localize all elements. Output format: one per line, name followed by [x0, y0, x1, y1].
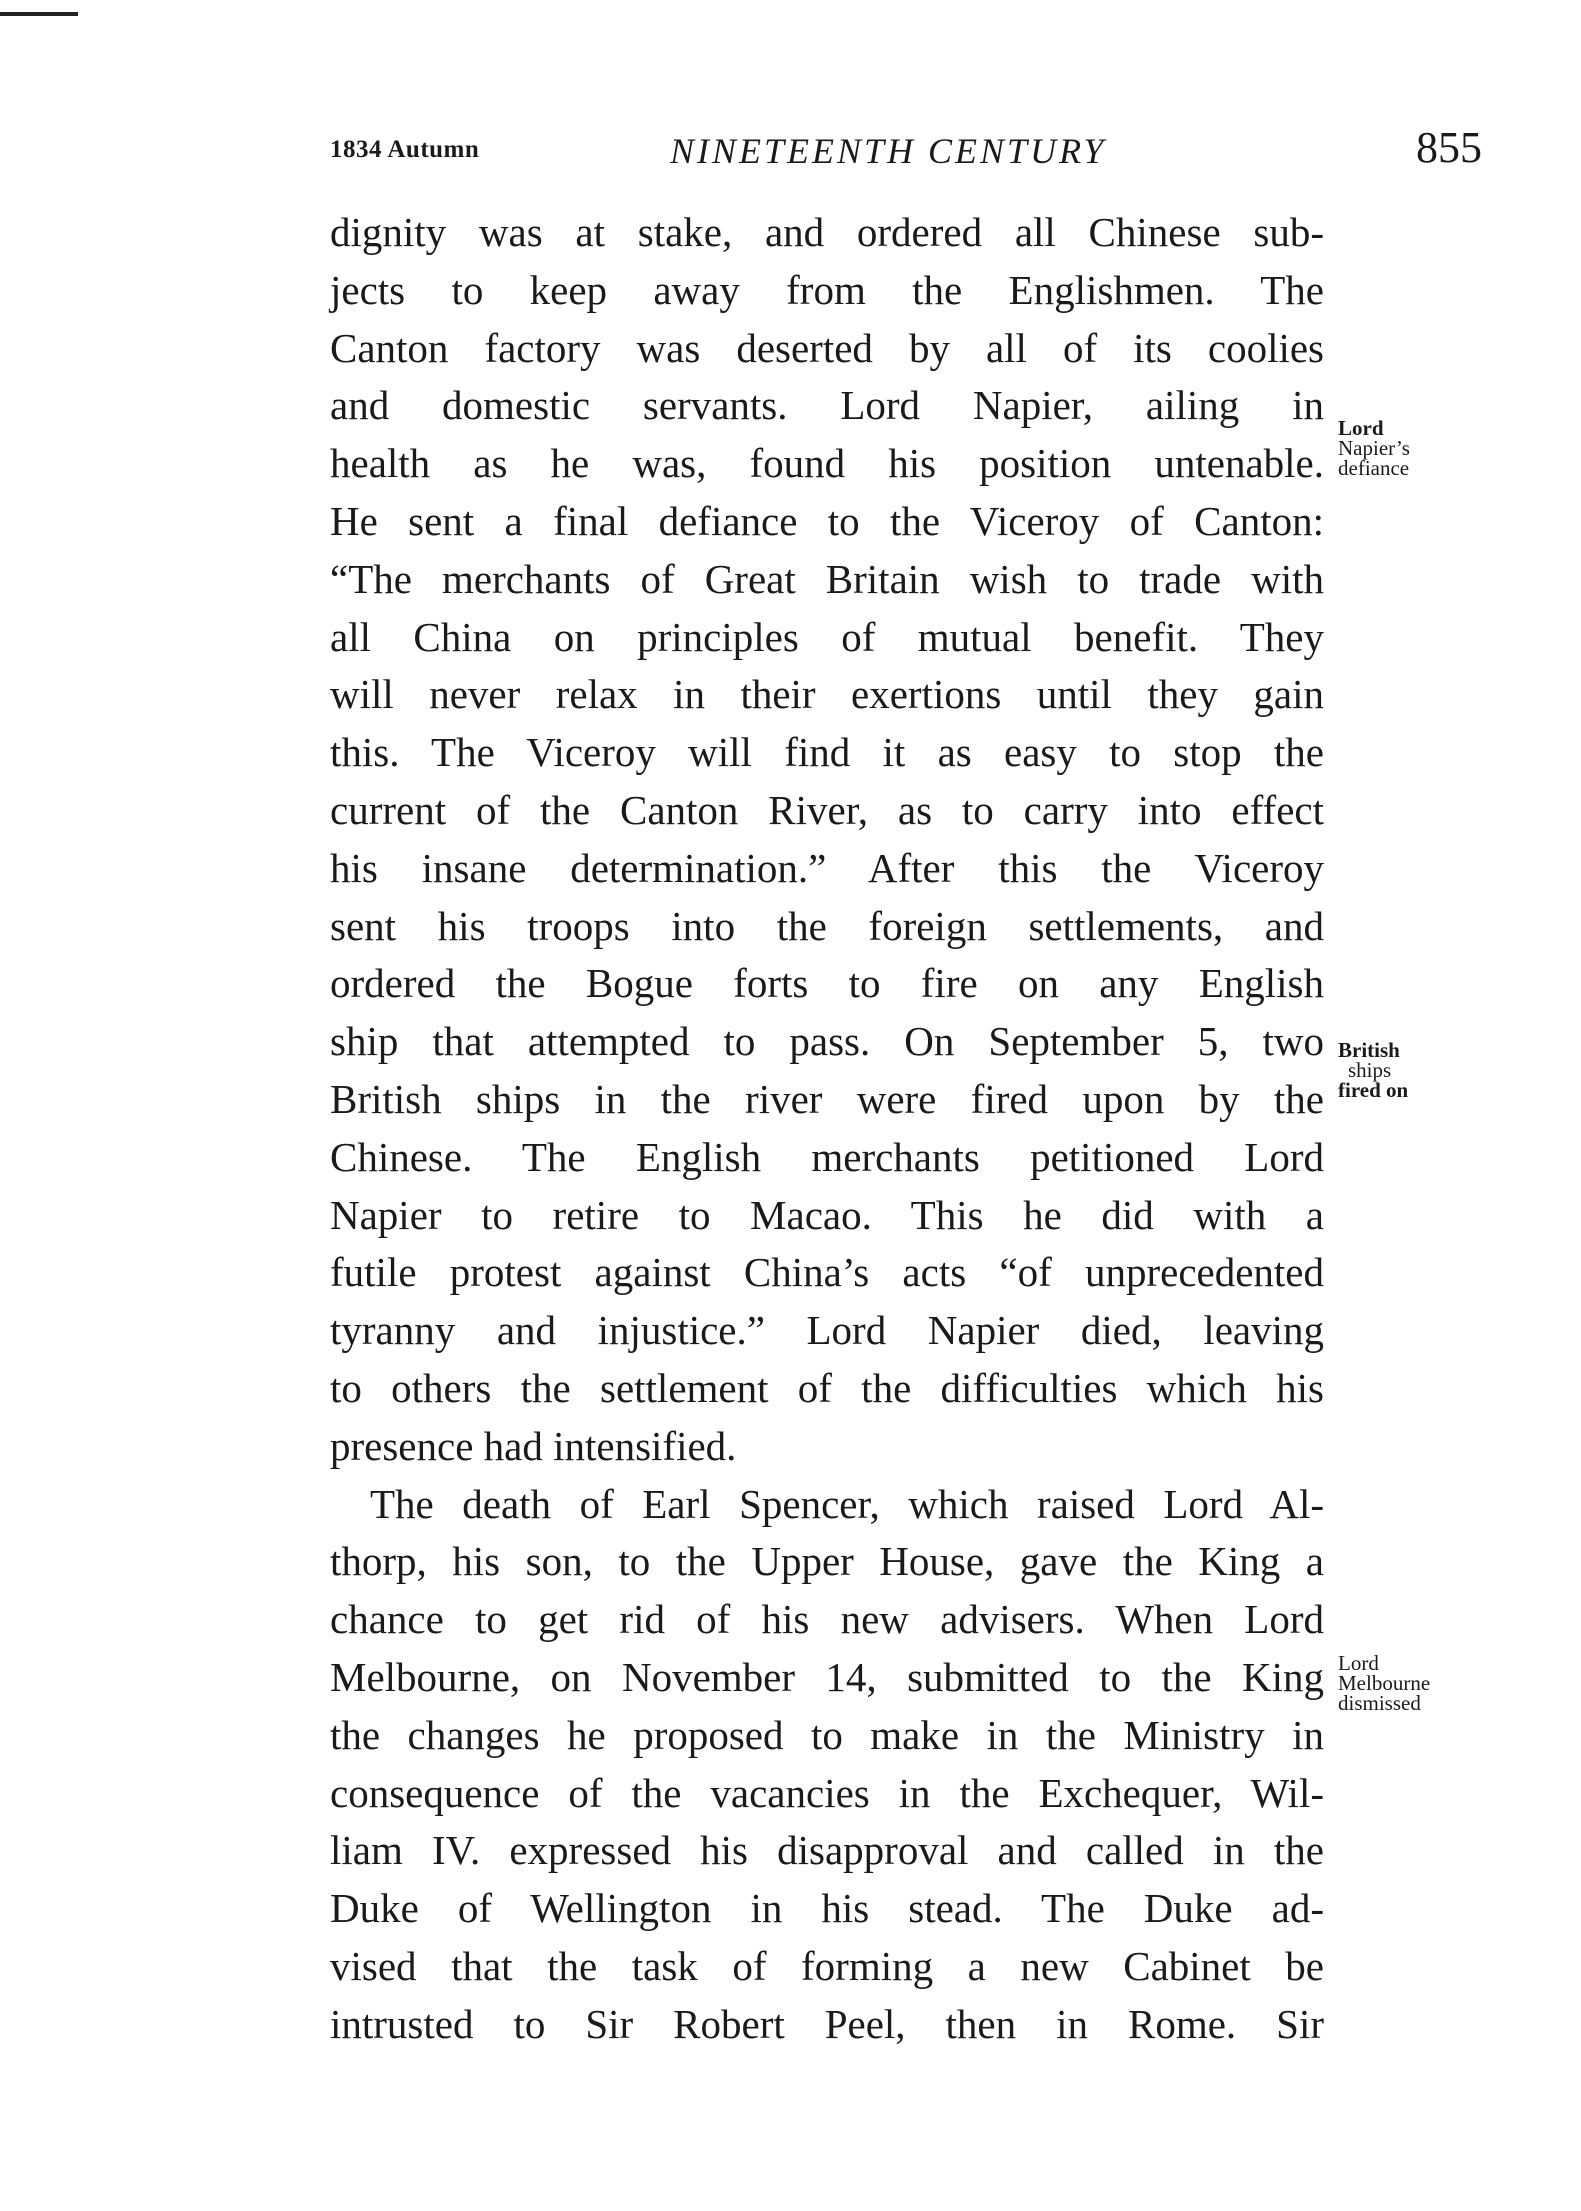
margin-note-line: British: [1338, 1038, 1400, 1062]
text-line: this. The Viceroy will find it as easy to stop the: [330, 729, 1324, 776]
text-line: will never relax in their exertions until they gain: [330, 671, 1324, 718]
text-line: Duke of Wellington in his stead. The Duke ad-: [330, 1885, 1324, 1932]
text-line: Melbourne, on November 14, submitted to the King: [330, 1653, 1324, 1700]
page-number: 855: [1416, 123, 1482, 172]
text-line: liam IV. expressed his disapproval and called in the: [330, 1827, 1324, 1874]
margin-note-line: Lord: [1338, 416, 1384, 440]
text-line: ship that attempted to pass. On September 5, two: [330, 1018, 1324, 1065]
body-text: [330, 204, 1324, 2054]
text-line: intrusted to Sir Robert Peel, then in Rome. Sir: [330, 2000, 1324, 2047]
margin-note-line: ships: [1348, 1058, 1392, 1082]
text-line: presence had intensified.: [330, 1422, 737, 1469]
text-line: He sent a final defiance to the Viceroy of Canton:: [330, 497, 1324, 544]
margin-note-british: [1338, 1040, 1408, 1100]
text-line: Canton factory was deserted by all of its coolies: [330, 324, 1324, 371]
text-line: vised that the task of forming a new Cabinet be: [330, 1942, 1324, 1989]
margin-note-line: defiance: [1338, 456, 1410, 480]
text-line: current of the Canton River, as to carry into effect: [330, 786, 1324, 833]
margin-note-line: fired on: [1338, 1078, 1409, 1102]
margin-note-line: dismissed: [1338, 1691, 1421, 1715]
text-line: health as he was, found his position untenable.: [330, 440, 1324, 487]
text-line: thorp, his son, to the Upper House, gave the King a: [330, 1538, 1324, 1585]
text-line: to others the settlement of the difficulties which his: [330, 1364, 1324, 1411]
text-line: his insane determination.” After this the Viceroy: [330, 844, 1324, 891]
text-line: The death of Earl Spencer, which raised Lord Al-: [370, 1480, 1324, 1527]
text-line: consequence of the vacancies in the Exchequer, Wil-: [330, 1769, 1324, 1816]
text-line: and domestic servants. Lord Napier, ailing in: [330, 382, 1324, 429]
margin-note-line: Lord: [1338, 1651, 1379, 1675]
text-line: “The merchants of Great Britain wish to trade with: [330, 555, 1324, 602]
text-line: Chinese. The English merchants petitioned Lord: [330, 1133, 1324, 1180]
text-line: the changes he proposed to make in the Ministry in: [330, 1711, 1324, 1758]
running-header: [330, 122, 1482, 182]
text-line: dignity was at stake, and ordered all Chinese sub-: [330, 209, 1324, 255]
text-line: jects to keep away from the Englishmen. The: [330, 266, 1324, 313]
header-title: NINETEENTH CENTURY: [670, 131, 1107, 171]
margin-note-line: Napier’s: [1338, 436, 1410, 460]
margin-note-line: Melbourne: [1338, 1671, 1431, 1695]
margin-note-melbourne: [1338, 1653, 1430, 1713]
text-line: futile protest against China’s acts “of unprecedented: [330, 1249, 1324, 1296]
text-line: British ships in the river were fired upon by the: [330, 1075, 1324, 1122]
margin-note-napier: [1338, 418, 1410, 478]
corner-rule: [0, 12, 78, 16]
text-line: ordered the Bogue forts to fire on any English: [330, 960, 1324, 1007]
text-line: chance to get rid of his new advisers. When Lord: [330, 1596, 1324, 1643]
text-line: sent his troops into the foreign settlements, and: [330, 902, 1324, 949]
text-line: all China on principles of mutual benefit. They: [330, 613, 1324, 660]
header-date: 1834 Autumn: [330, 136, 480, 163]
text-line: tyranny and injustice.” Lord Napier died, leaving: [330, 1307, 1324, 1354]
text-line: Napier to retire to Macao. This he did with a: [330, 1191, 1324, 1238]
